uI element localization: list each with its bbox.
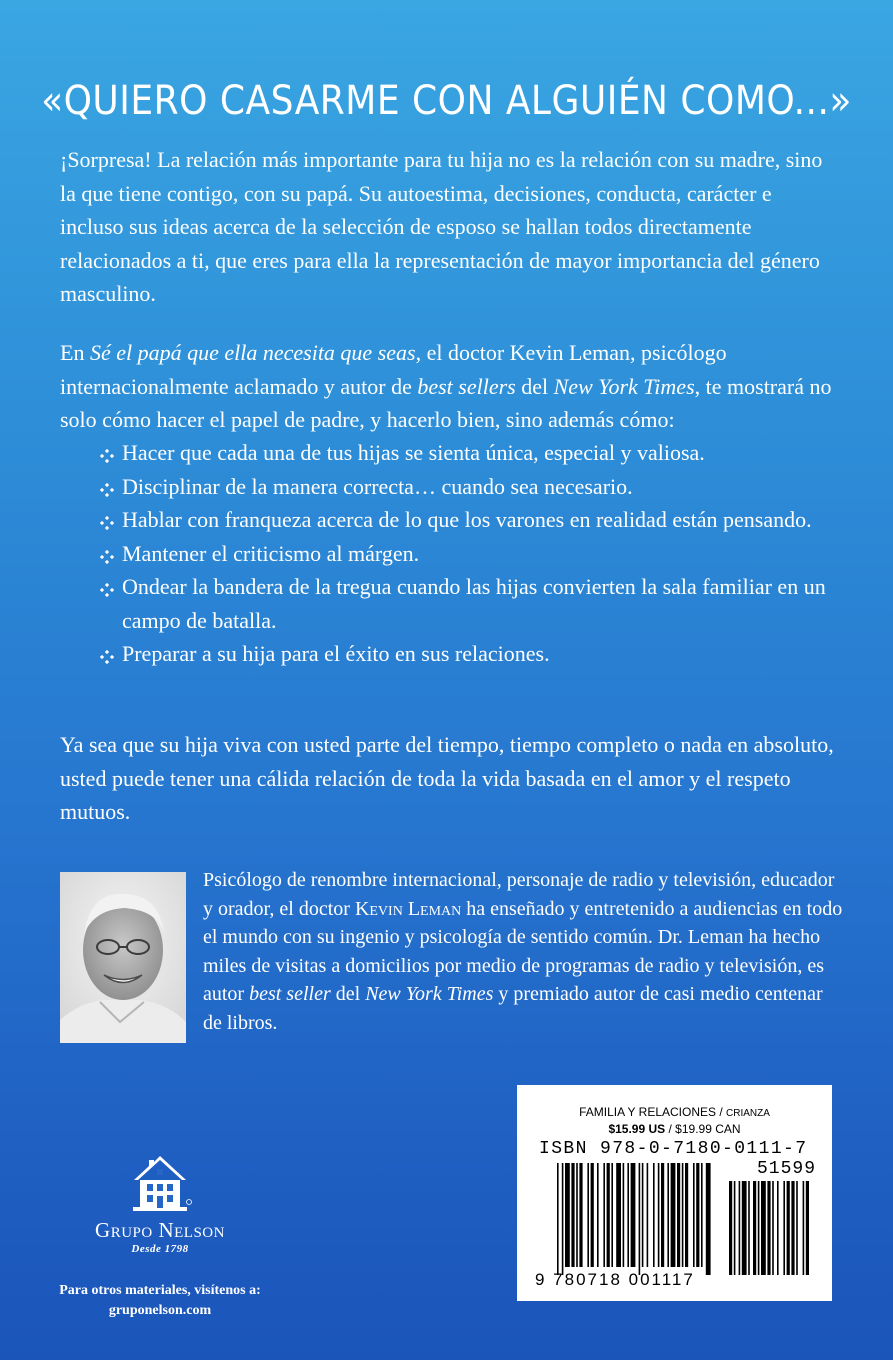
list-item-text: Ondear la bandera de la tregua cuando las hijas convierten la sala familiar en un campo de batalla. (122, 574, 826, 633)
list-item-text: Hacer que cada una de tus hijas se sienta única, especial y valiosa. (122, 440, 705, 465)
category-label: FAMILIA Y RELACIONES / (579, 1105, 727, 1119)
benefits-list (98, 436, 838, 671)
list-item (98, 537, 838, 571)
price-separator: / (665, 1122, 676, 1136)
barcode-category (517, 1105, 832, 1119)
diamond-bullet-icon (100, 516, 114, 530)
promo-del: del (515, 373, 554, 399)
barcode-price (517, 1122, 832, 1136)
house-logo-icon (125, 1150, 195, 1212)
price-can: $19.99 CAN (675, 1122, 741, 1136)
list-item (98, 436, 838, 470)
addon-digits: 51599 (756, 1159, 816, 1179)
diamond-bullet-icon (100, 583, 114, 597)
publisher-cta-text: Para otros materiales, visítenos a: (59, 1283, 261, 1298)
diamond-bullet-icon (100, 449, 114, 463)
intro-paragraph: ¡Sorpresa! La relación más importante para tu hija no es la relación con su madre, sino la que tiene contigo, con su papá. Su autoestima, decisiones, conducta, carácter e incluso sus ideas acerca de la selección de esposo se hallan todos directamente relacionados a ti, que eres para ella la representación de mayor importancia del género masculino. (60, 147, 823, 306)
subcategory-label: CRIANZA (726, 1108, 770, 1119)
author-portrait-icon (60, 872, 186, 1043)
diamond-bullet-icon (100, 650, 114, 664)
publisher-cta (40, 1281, 280, 1321)
list-item-text: Preparar a su hija para el éxito en sus relaciones. (122, 641, 550, 666)
list-item-text: Disciplinar de la manera correcta… cuando sea necesario. (122, 473, 633, 499)
best-sellers-text: best sellers (417, 373, 516, 399)
promo-suffix: , te mostrará no solo cómo hacer el papel de padre, y hacerlo bien, sino además cómo: (60, 373, 832, 432)
headline: «QUIERO CASARME CON ALGUIÉN COMO...» (41, 78, 852, 124)
promo-prefix: En (60, 340, 90, 365)
barcode-bars-icon (557, 1163, 817, 1275)
ean-digits: 9 780718 001117 (535, 1270, 695, 1289)
list-item-text: Mantener el criticismo al márgen. (122, 540, 420, 566)
bio-del: del (330, 983, 366, 1005)
barcode-panel (517, 1085, 832, 1301)
publisher-since: Desde 1798 (131, 1243, 189, 1255)
author-photo (60, 872, 186, 1043)
diamond-bullet-icon (100, 483, 114, 497)
bio-part1: Psicólogo de renombre internacional, personaje de radio y televisión, educador y orador, el doctor (203, 869, 835, 920)
bio-best-seller: best seller (249, 983, 331, 1005)
publisher-website-link[interactable]: gruponelson.com (108, 1303, 212, 1318)
bio-part3: y premiado autor de casi medio centenar de libros. (203, 983, 823, 1034)
promo-paragraph (60, 336, 835, 437)
bio-part2: ha enseñado y entretenido a audiencias en todo el mundo con su ingenio y psicología de sentido común. Dr. Leman ha hecho miles de visitas a domicilios por medio de programas de radio y televisión, es autor (203, 897, 843, 1005)
book-title: Sé el papá que ella necesita que seas (89, 340, 416, 365)
author-bio (203, 866, 843, 1037)
promo-middle: , el doctor Kevin Leman, psicólogo internacionalmente aclamado y autor de (60, 340, 727, 399)
isbn-text: ISBN 978-0-7180-0111-7 (539, 1139, 808, 1159)
nyt-text: New York Times (553, 373, 695, 399)
price-us: $15.99 US (608, 1122, 666, 1136)
list-item-text: Hablar con franqueza acerca de lo que los varones en realidad están pensando. (122, 507, 812, 532)
diamond-bullet-icon (100, 550, 114, 564)
list-item (98, 637, 838, 671)
publisher-name: Grupo Nelson (95, 1218, 225, 1242)
list-item (98, 570, 838, 637)
list-item (98, 503, 838, 537)
publisher-block (40, 1150, 280, 1321)
bio-nyt: New York Times (365, 983, 494, 1005)
list-item (98, 470, 838, 504)
closing-paragraph: Ya sea que su hija viva con usted parte del tiempo, tiempo completo o nada en absoluto, usted puede tener una cálida relación de toda la vida basada en el amor y el respeto mutuos. (60, 732, 834, 824)
author-name: Kevin Leman (354, 897, 462, 920)
